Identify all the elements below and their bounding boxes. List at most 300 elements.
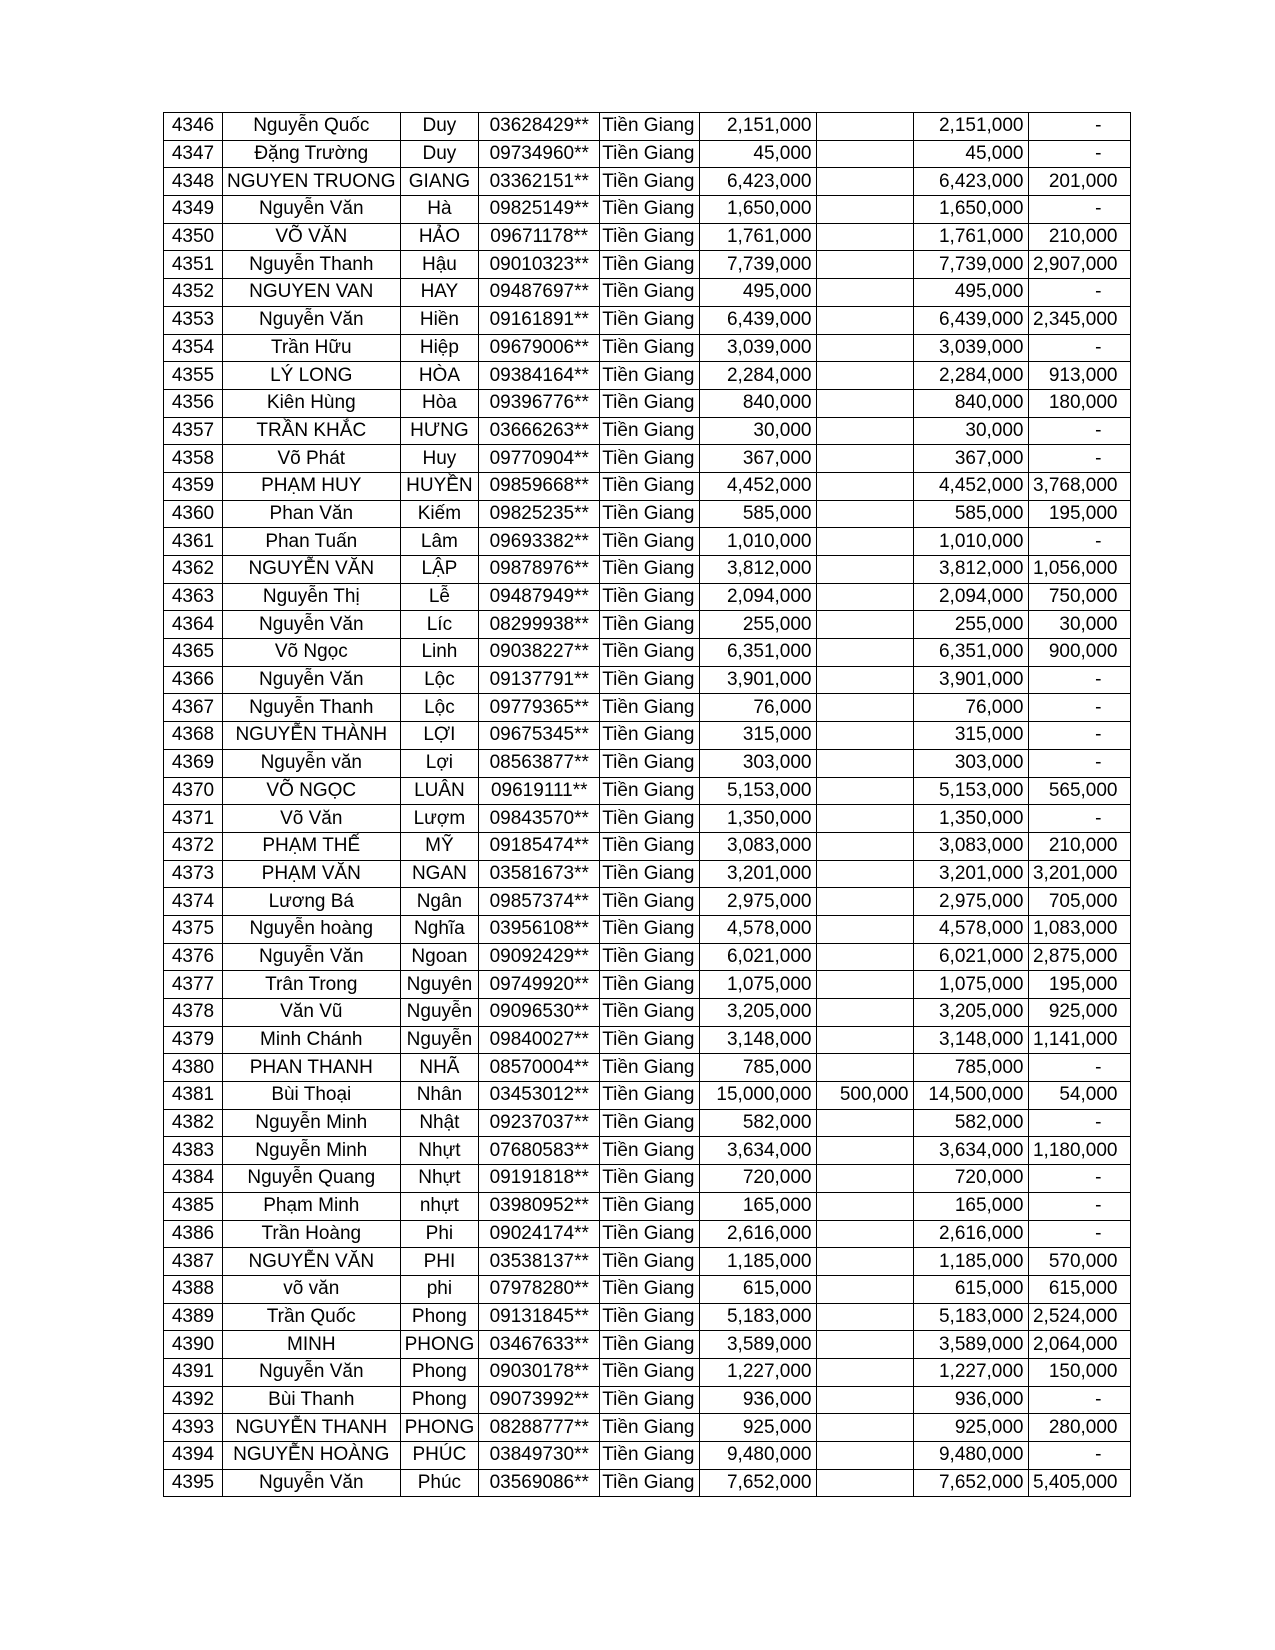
given-name-cell: HÒA <box>400 362 479 390</box>
phone-cell: 09749920** <box>479 971 600 999</box>
given-name-cell: Phi <box>400 1220 479 1248</box>
row-number: 4367 <box>164 694 223 722</box>
row-number: 4356 <box>164 389 223 417</box>
phone-cell: 09878976** <box>479 556 600 584</box>
surname-cell: NGUYỄN VĂN <box>223 556 401 584</box>
table-row <box>164 1414 1131 1442</box>
phone-cell: 03956108** <box>479 915 600 943</box>
table-row <box>164 279 1131 307</box>
table-row <box>164 556 1131 584</box>
amount-cell: 45,000 <box>699 140 816 168</box>
province-cell: Tiền Giang <box>600 1303 699 1331</box>
deduction-cell <box>816 639 913 667</box>
phone-cell: 09096530** <box>479 999 600 1027</box>
province-cell: Tiền Giang <box>600 1386 699 1414</box>
surname-cell: PHẠM HUY <box>223 472 401 500</box>
amount-cell: 840,000 <box>699 389 816 417</box>
table-row <box>164 1026 1131 1054</box>
phone-cell: 08563877** <box>479 749 600 777</box>
phone-cell: 09843570** <box>479 805 600 833</box>
net-amount-cell: 1,227,000 <box>913 1358 1028 1386</box>
balance-cell: 570,000 <box>1028 1248 1130 1276</box>
phone-cell: 09038227** <box>479 639 600 667</box>
balance-cell: - <box>1028 334 1130 362</box>
amount-cell: 6,351,000 <box>699 639 816 667</box>
deduction-cell <box>816 445 913 473</box>
phone-cell: 09487697** <box>479 279 600 307</box>
row-number: 4374 <box>164 888 223 916</box>
balance-cell: 195,000 <box>1028 500 1130 528</box>
province-cell: Tiền Giang <box>600 251 699 279</box>
balance-cell: - <box>1028 279 1130 307</box>
deduction-cell <box>816 971 913 999</box>
surname-cell: Nguyễn Minh <box>223 1109 401 1137</box>
phone-cell: 09779365** <box>479 694 600 722</box>
net-amount-cell: 1,185,000 <box>913 1248 1028 1276</box>
row-number: 4375 <box>164 915 223 943</box>
balance-cell: 280,000 <box>1028 1414 1130 1442</box>
phone-cell: 09237037** <box>479 1109 600 1137</box>
row-number: 4393 <box>164 1414 223 1442</box>
balance-cell: 210,000 <box>1028 223 1130 251</box>
balance-cell: 3,768,000 <box>1028 472 1130 500</box>
given-name-cell: Lâm <box>400 528 479 556</box>
balance-cell: - <box>1028 1109 1130 1137</box>
surname-cell: PHAN THANH <box>223 1054 401 1082</box>
row-number: 4380 <box>164 1054 223 1082</box>
balance-cell: 1,141,000 <box>1028 1026 1130 1054</box>
table-row <box>164 832 1131 860</box>
net-amount-cell: 1,075,000 <box>913 971 1028 999</box>
phone-cell: 07680583** <box>479 1137 600 1165</box>
amount-cell: 4,578,000 <box>699 915 816 943</box>
deduction-cell <box>816 1137 913 1165</box>
table-row <box>164 445 1131 473</box>
surname-cell: Phan Tuấn <box>223 528 401 556</box>
net-amount-cell: 367,000 <box>913 445 1028 473</box>
surname-cell: Nguyễn Thanh <box>223 694 401 722</box>
phone-cell: 09825235** <box>479 500 600 528</box>
phone-cell: 07978280** <box>479 1275 600 1303</box>
surname-cell: Nguyễn Văn <box>223 943 401 971</box>
amount-cell: 1,185,000 <box>699 1248 816 1276</box>
table-row <box>164 639 1131 667</box>
amount-cell: 720,000 <box>699 1165 816 1193</box>
given-name-cell: Nhân <box>400 1082 479 1110</box>
amount-cell: 7,652,000 <box>699 1469 816 1497</box>
surname-cell: Nguyễn Văn <box>223 1469 401 1497</box>
given-name-cell: Hậu <box>400 251 479 279</box>
balance-cell: 150,000 <box>1028 1358 1130 1386</box>
given-name-cell: Phong <box>400 1386 479 1414</box>
given-name-cell: Lợi <box>400 749 479 777</box>
amount-cell: 5,183,000 <box>699 1303 816 1331</box>
given-name-cell: Líc <box>400 611 479 639</box>
balance-cell: 2,907,000 <box>1028 251 1130 279</box>
row-number: 4360 <box>164 500 223 528</box>
province-cell: Tiền Giang <box>600 971 699 999</box>
province-cell: Tiền Giang <box>600 915 699 943</box>
surname-cell: LÝ LONG <box>223 362 401 390</box>
balance-cell: - <box>1028 1165 1130 1193</box>
table-row <box>164 1303 1131 1331</box>
given-name-cell: Lượm <box>400 805 479 833</box>
phone-cell: 09185474** <box>479 832 600 860</box>
deduction-cell <box>816 832 913 860</box>
table-row <box>164 1469 1131 1497</box>
surname-cell: Minh Chánh <box>223 1026 401 1054</box>
deduction-cell <box>816 1442 913 1470</box>
phone-cell: 09671178** <box>479 223 600 251</box>
phone-cell: 09073992** <box>479 1386 600 1414</box>
given-name-cell: Nguyễn <box>400 999 479 1027</box>
amount-cell: 255,000 <box>699 611 816 639</box>
balance-cell: - <box>1028 1192 1130 1220</box>
given-name-cell: Lộc <box>400 666 479 694</box>
amount-cell: 3,083,000 <box>699 832 816 860</box>
deduction-cell <box>816 749 913 777</box>
given-name-cell: Lộc <box>400 694 479 722</box>
phone-cell: 09825149** <box>479 196 600 224</box>
given-name-cell: LỢI <box>400 722 479 750</box>
phone-cell: 03569086** <box>479 1469 600 1497</box>
province-cell: Tiền Giang <box>600 389 699 417</box>
province-cell: Tiền Giang <box>600 1414 699 1442</box>
net-amount-cell: 6,423,000 <box>913 168 1028 196</box>
deduction-cell <box>816 805 913 833</box>
net-amount-cell: 720,000 <box>913 1165 1028 1193</box>
row-number: 4394 <box>164 1442 223 1470</box>
row-number: 4362 <box>164 556 223 584</box>
balance-cell: 201,000 <box>1028 168 1130 196</box>
row-number: 4369 <box>164 749 223 777</box>
amount-cell: 1,075,000 <box>699 971 816 999</box>
table-row <box>164 196 1131 224</box>
row-number: 4381 <box>164 1082 223 1110</box>
row-number: 4357 <box>164 417 223 445</box>
phone-cell: 09191818** <box>479 1165 600 1193</box>
phone-cell: 03581673** <box>479 860 600 888</box>
table-row <box>164 1109 1131 1137</box>
deduction-cell <box>816 999 913 1027</box>
balance-cell: - <box>1028 113 1130 141</box>
balance-cell: 5,405,000 <box>1028 1469 1130 1497</box>
balance-cell: - <box>1028 666 1130 694</box>
phone-cell: 09487949** <box>479 583 600 611</box>
surname-cell: Nguyễn Quang <box>223 1165 401 1193</box>
table-row <box>164 417 1131 445</box>
row-number: 4390 <box>164 1331 223 1359</box>
deduction-cell <box>816 472 913 500</box>
given-name-cell: Duy <box>400 140 479 168</box>
net-amount-cell: 315,000 <box>913 722 1028 750</box>
province-cell: Tiền Giang <box>600 223 699 251</box>
balance-cell: - <box>1028 722 1130 750</box>
balance-cell: 1,056,000 <box>1028 556 1130 584</box>
given-name-cell: NGAN <box>400 860 479 888</box>
net-amount-cell: 936,000 <box>913 1386 1028 1414</box>
balance-cell: 750,000 <box>1028 583 1130 611</box>
amount-cell: 303,000 <box>699 749 816 777</box>
province-cell: Tiền Giang <box>600 999 699 1027</box>
surname-cell: Bùi Thoại <box>223 1082 401 1110</box>
net-amount-cell: 165,000 <box>913 1192 1028 1220</box>
row-number: 4359 <box>164 472 223 500</box>
row-number: 4363 <box>164 583 223 611</box>
row-number: 4355 <box>164 362 223 390</box>
province-cell: Tiền Giang <box>600 666 699 694</box>
province-cell: Tiền Giang <box>600 362 699 390</box>
phone-cell: 03453012** <box>479 1082 600 1110</box>
net-amount-cell: 1,010,000 <box>913 528 1028 556</box>
amount-cell: 2,151,000 <box>699 113 816 141</box>
table-row <box>164 1275 1131 1303</box>
net-amount-cell: 45,000 <box>913 140 1028 168</box>
table-row <box>164 666 1131 694</box>
net-amount-cell: 1,650,000 <box>913 196 1028 224</box>
deduction-cell <box>816 417 913 445</box>
surname-cell: NGUYEN TRUONG <box>223 168 401 196</box>
province-cell: Tiền Giang <box>600 196 699 224</box>
deduction-cell <box>816 888 913 916</box>
surname-cell: Trần Quốc <box>223 1303 401 1331</box>
province-cell: Tiền Giang <box>600 1165 699 1193</box>
given-name-cell: PHONG <box>400 1331 479 1359</box>
table-row <box>164 500 1131 528</box>
given-name-cell: Lễ <box>400 583 479 611</box>
amount-cell: 315,000 <box>699 722 816 750</box>
phone-cell: 03849730** <box>479 1442 600 1470</box>
net-amount-cell: 840,000 <box>913 389 1028 417</box>
row-number: 4386 <box>164 1220 223 1248</box>
province-cell: Tiền Giang <box>600 722 699 750</box>
phone-cell: 09137791** <box>479 666 600 694</box>
deduction-cell <box>816 611 913 639</box>
table-body <box>164 113 1131 1497</box>
surname-cell: MINH <box>223 1331 401 1359</box>
balance-cell: - <box>1028 528 1130 556</box>
balance-cell: - <box>1028 1386 1130 1414</box>
table-row <box>164 749 1131 777</box>
province-cell: Tiền Giang <box>600 1109 699 1137</box>
phone-cell: 08570004** <box>479 1054 600 1082</box>
deduction-cell <box>816 196 913 224</box>
province-cell: Tiền Giang <box>600 805 699 833</box>
phone-cell: 09840027** <box>479 1026 600 1054</box>
amount-cell: 3,201,000 <box>699 860 816 888</box>
amount-cell: 4,452,000 <box>699 472 816 500</box>
table-row <box>164 389 1131 417</box>
surname-cell: VÕ NGỌC <box>223 777 401 805</box>
net-amount-cell: 255,000 <box>913 611 1028 639</box>
deduction-cell <box>816 362 913 390</box>
province-cell: Tiền Giang <box>600 1026 699 1054</box>
phone-cell: 03666263** <box>479 417 600 445</box>
given-name-cell: Huy <box>400 445 479 473</box>
balance-cell: 1,180,000 <box>1028 1137 1130 1165</box>
surname-cell: Nguyễn văn <box>223 749 401 777</box>
balance-cell: 30,000 <box>1028 611 1130 639</box>
province-cell: Tiền Giang <box>600 445 699 473</box>
surname-cell: Nguyễn hoàng <box>223 915 401 943</box>
row-number: 4358 <box>164 445 223 473</box>
phone-cell: 09734960** <box>479 140 600 168</box>
net-amount-cell: 615,000 <box>913 1275 1028 1303</box>
amount-cell: 1,010,000 <box>699 528 816 556</box>
deduction-cell <box>816 777 913 805</box>
province-cell: Tiền Giang <box>600 639 699 667</box>
deduction-cell <box>816 1220 913 1248</box>
province-cell: Tiền Giang <box>600 472 699 500</box>
net-amount-cell: 925,000 <box>913 1414 1028 1442</box>
table-row <box>164 334 1131 362</box>
province-cell: Tiền Giang <box>600 860 699 888</box>
net-amount-cell: 3,634,000 <box>913 1137 1028 1165</box>
amount-cell: 2,975,000 <box>699 888 816 916</box>
row-number: 4391 <box>164 1358 223 1386</box>
net-amount-cell: 2,616,000 <box>913 1220 1028 1248</box>
net-amount-cell: 495,000 <box>913 279 1028 307</box>
province-cell: Tiền Giang <box>600 334 699 362</box>
row-number: 4388 <box>164 1275 223 1303</box>
province-cell: Tiền Giang <box>600 749 699 777</box>
table-row <box>164 306 1131 334</box>
surname-cell: Văn Vũ <box>223 999 401 1027</box>
province-cell: Tiền Giang <box>600 1082 699 1110</box>
balance-cell: - <box>1028 140 1130 168</box>
phone-cell: 08299938** <box>479 611 600 639</box>
province-cell: Tiền Giang <box>600 1054 699 1082</box>
given-name-cell: Ngân <box>400 888 479 916</box>
balance-cell: - <box>1028 749 1130 777</box>
phone-cell: 09679006** <box>479 334 600 362</box>
surname-cell: Trần Hữu <box>223 334 401 362</box>
row-number: 4376 <box>164 943 223 971</box>
deduction-cell <box>816 1303 913 1331</box>
net-amount-cell: 3,039,000 <box>913 334 1028 362</box>
balance-cell: - <box>1028 196 1130 224</box>
amount-cell: 3,205,000 <box>699 999 816 1027</box>
surname-cell: NGUYỄN HOÀNG <box>223 1442 401 1470</box>
amount-cell: 15,000,000 <box>699 1082 816 1110</box>
row-number: 4377 <box>164 971 223 999</box>
phone-cell: 09693382** <box>479 528 600 556</box>
given-name-cell: HƯNG <box>400 417 479 445</box>
balance-cell: 54,000 <box>1028 1082 1130 1110</box>
amount-cell: 3,634,000 <box>699 1137 816 1165</box>
given-name-cell: Nguyên <box>400 971 479 999</box>
row-number: 4379 <box>164 1026 223 1054</box>
amount-cell: 3,901,000 <box>699 666 816 694</box>
given-name-cell: Duy <box>400 113 479 141</box>
net-amount-cell: 585,000 <box>913 500 1028 528</box>
amount-cell: 5,153,000 <box>699 777 816 805</box>
given-name-cell: PHÚC <box>400 1442 479 1470</box>
amount-cell: 582,000 <box>699 1109 816 1137</box>
province-cell: Tiền Giang <box>600 140 699 168</box>
deduction-cell <box>816 251 913 279</box>
amount-cell: 495,000 <box>699 279 816 307</box>
given-name-cell: LUÂN <box>400 777 479 805</box>
province-cell: Tiền Giang <box>600 556 699 584</box>
surname-cell: Nguyễn Thị <box>223 583 401 611</box>
amount-cell: 6,439,000 <box>699 306 816 334</box>
table-row <box>164 915 1131 943</box>
given-name-cell: Hòa <box>400 389 479 417</box>
amount-cell: 3,039,000 <box>699 334 816 362</box>
surname-cell: Nguyễn Văn <box>223 306 401 334</box>
phone-cell: 09384164** <box>479 362 600 390</box>
balance-cell: - <box>1028 1442 1130 1470</box>
table-row <box>164 611 1131 639</box>
table-row <box>164 722 1131 750</box>
surname-cell: Nguyễn Văn <box>223 666 401 694</box>
row-number: 4366 <box>164 666 223 694</box>
net-amount-cell: 303,000 <box>913 749 1028 777</box>
table-row <box>164 168 1131 196</box>
surname-cell: Nguyễn Văn <box>223 1358 401 1386</box>
table-row <box>164 528 1131 556</box>
given-name-cell: NHÃ <box>400 1054 479 1082</box>
balance-cell: 180,000 <box>1028 389 1130 417</box>
row-number: 4371 <box>164 805 223 833</box>
net-amount-cell: 3,812,000 <box>913 556 1028 584</box>
given-name-cell: Phong <box>400 1303 479 1331</box>
table-row <box>164 223 1131 251</box>
amount-cell: 1,227,000 <box>699 1358 816 1386</box>
balance-cell: 210,000 <box>1028 832 1130 860</box>
phone-cell: 03362151** <box>479 168 600 196</box>
table-row <box>164 1386 1131 1414</box>
phone-cell: 08288777** <box>479 1414 600 1442</box>
surname-cell: PHẠM VĂN <box>223 860 401 888</box>
province-cell: Tiền Giang <box>600 113 699 141</box>
province-cell: Tiền Giang <box>600 168 699 196</box>
table-row <box>164 999 1131 1027</box>
table-row <box>164 362 1131 390</box>
deduction-cell <box>816 1275 913 1303</box>
province-cell: Tiền Giang <box>600 832 699 860</box>
deduction-cell <box>816 666 913 694</box>
amount-cell: 9,480,000 <box>699 1442 816 1470</box>
balance-cell: - <box>1028 417 1130 445</box>
phone-cell: 03628429** <box>479 113 600 141</box>
net-amount-cell: 7,652,000 <box>913 1469 1028 1497</box>
deduction-cell <box>816 1109 913 1137</box>
balance-cell: - <box>1028 1054 1130 1082</box>
given-name-cell: Nhựt <box>400 1165 479 1193</box>
deduction-cell <box>816 1248 913 1276</box>
surname-cell: Phạm Minh <box>223 1192 401 1220</box>
surname-cell: Kiên Hùng <box>223 389 401 417</box>
table-row <box>164 1192 1131 1220</box>
balance-cell: - <box>1028 805 1130 833</box>
surname-cell: NGUYỄN THÀNH <box>223 722 401 750</box>
row-number: 4395 <box>164 1469 223 1497</box>
amount-cell: 2,094,000 <box>699 583 816 611</box>
province-cell: Tiền Giang <box>600 1442 699 1470</box>
surname-cell: NGUYEN VAN <box>223 279 401 307</box>
province-cell: Tiền Giang <box>600 1275 699 1303</box>
given-name-cell: Hiền <box>400 306 479 334</box>
given-name-cell: PHI <box>400 1248 479 1276</box>
net-amount-cell: 582,000 <box>913 1109 1028 1137</box>
deduction-cell <box>816 1386 913 1414</box>
surname-cell: Nguyễn Minh <box>223 1137 401 1165</box>
row-number: 4352 <box>164 279 223 307</box>
deduction-cell <box>816 943 913 971</box>
balance-cell: - <box>1028 445 1130 473</box>
